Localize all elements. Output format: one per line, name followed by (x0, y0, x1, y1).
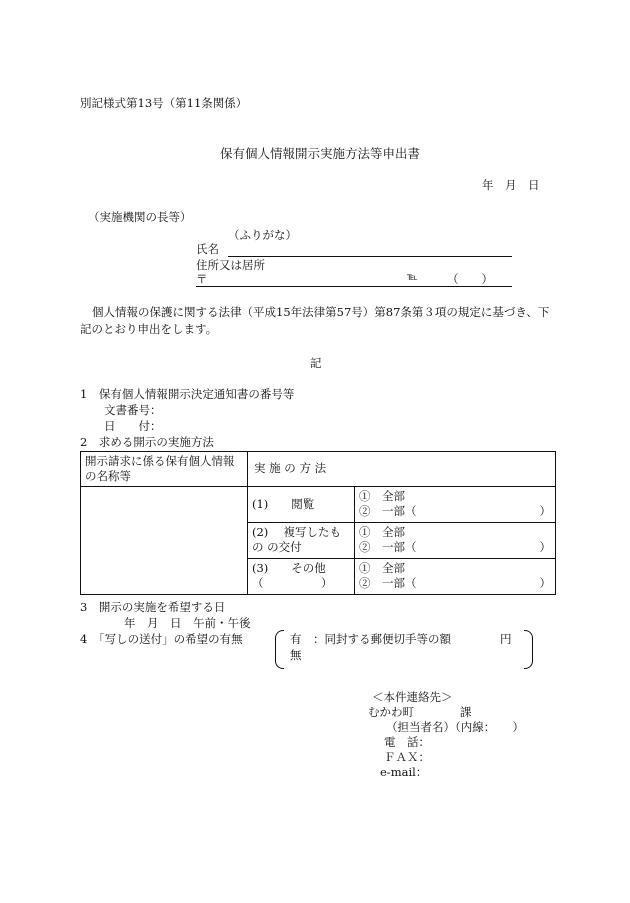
section4-heading: 4 「写しの送付」の希望の有無 (80, 632, 243, 646)
furigana-label: （ふりがな） (228, 228, 297, 242)
section2-heading: 2 求める開示の実施方法 (80, 435, 214, 449)
date-line: 年 月 日 (482, 178, 540, 192)
yen-label: 円 (500, 632, 512, 646)
address-label: 住所又は居所 (196, 258, 265, 272)
other-all-option[interactable]: ① 全部 (359, 560, 405, 575)
body-text-line2: 記のとおり申出をします。 (80, 322, 218, 336)
copy-partial-close: ） (539, 539, 551, 554)
postal-mark: 〒 (196, 272, 208, 286)
copy-partial-label: ② 一部（ (359, 539, 417, 554)
method-copy-delivery: (2) 複写したもの の交付 (248, 522, 355, 558)
method-other-label: (3) その他 (252, 560, 326, 575)
ki-mark: 記 (310, 356, 322, 370)
mail-no-option[interactable]: 無 (290, 648, 302, 662)
name-label: 氏名 (196, 242, 219, 256)
addressee: （実施機関の長等） (88, 210, 192, 224)
mail-yes-option[interactable]: 有 ：同封する郵便切手等の額 (290, 632, 451, 646)
tel-label: ℡ (407, 272, 418, 283)
copy-partial-option[interactable] (359, 540, 551, 555)
method-other[interactable] (248, 558, 355, 594)
disclosure-method-table (80, 451, 556, 595)
other-options[interactable] (355, 558, 556, 594)
method-other-detail[interactable]: （ ） (252, 575, 333, 590)
tel-paren: （ ） (447, 272, 493, 286)
copy-options[interactable] (355, 522, 556, 558)
contact-email: e-mail： (380, 765, 428, 779)
name-underline (228, 256, 512, 257)
inspection-options[interactable] (355, 486, 556, 522)
contact-phone: 電 話： (384, 735, 430, 749)
info-name-cell[interactable] (81, 486, 248, 594)
address-underline (196, 286, 512, 287)
document-number-label: 文書番号： (104, 403, 162, 417)
other-partial-close: ） (539, 575, 551, 590)
right-brace (524, 630, 533, 669)
inspection-partial-option[interactable] (359, 504, 551, 519)
form-number: 別記様式第13号（第11条関係） (80, 96, 248, 110)
desired-date-line[interactable]: 年 月 日 午前・午後 (124, 616, 251, 630)
method-header: 実 施 の 方 法 (248, 452, 556, 487)
copy-all-option[interactable]: ① 全部 (359, 524, 405, 539)
inspection-partial-label: ② 一部（ (359, 503, 417, 518)
contact-dept: むかわ町 課 (368, 705, 472, 719)
document-title: 保有個人情報開示実施方法等申出書 (220, 146, 421, 161)
left-brace (275, 630, 284, 669)
section3-heading: 3 開示の実施を希望する日 (80, 600, 226, 614)
contact-fax: ＦＡＸ： (384, 750, 430, 764)
notice-date-label: 日 付： (104, 419, 162, 433)
other-partial-option[interactable] (359, 576, 551, 591)
body-text-line1: 個人情報の保護に関する法律（平成15年法律第57号）第87条第３項の規定に基づき、下 (92, 305, 550, 319)
inspection-all-option[interactable]: ① 全部 (359, 488, 405, 503)
method-inspection: (1) 閲覧 (248, 486, 355, 522)
contact-heading: ＜本件連絡先＞ (372, 690, 453, 704)
contact-staff: （担当者名）（内線： ） (386, 720, 524, 734)
other-partial-label: ② 一部（ (359, 575, 417, 590)
info-name-header: 開示請求に係る保有個人情報の名称等 (81, 452, 248, 487)
section1-heading: 1 保有個人情報開示決定通知書の番号等 (80, 387, 295, 401)
inspection-partial-close: ） (539, 503, 551, 518)
